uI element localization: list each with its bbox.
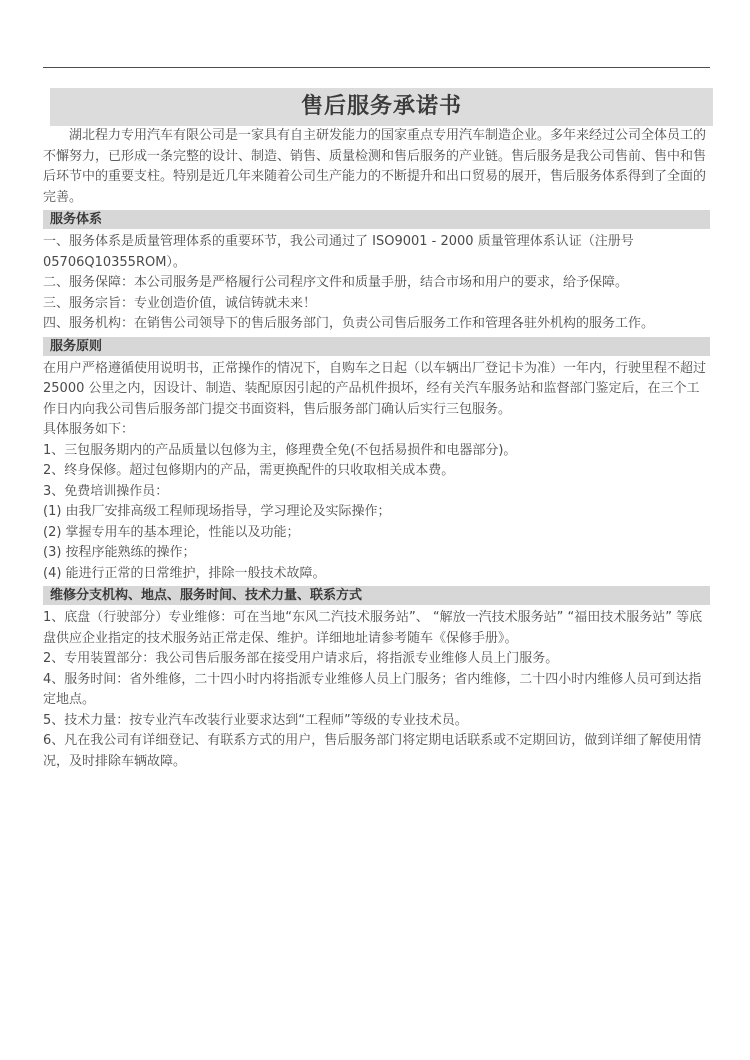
- section-heading-service-network: 维修分支机构、地点、服务时间、技术力量、联系方式: [43, 586, 710, 605]
- section-heading-service-system: 服务体系: [43, 210, 710, 229]
- page-title: 售后服务承诺书: [50, 88, 713, 126]
- list-item: 5、技术力量：按专业汽车改装行业要求达到“工程师”等级的专业技术员。: [43, 712, 468, 728]
- list-item: 4、服务时间：省外维修，二十四小时内将指派专业维修人员上门服务；省内维修，二十四小时内维修人员可到达指定地点。: [43, 671, 702, 707]
- document-content: [43, 67, 710, 772]
- sub-list-item: (3) 按程序能熟练的操作；: [43, 545, 196, 560]
- section-paragraph: 在用户严格遵循使用说明书，正常操作的情况下，自购车之日起（以车辆出厂登记卡为准）一年内，行驶里程不超过 25000 公里之内，因设计、制造、装配原因引起的产品机件损坏，经有关汽车服务站和监督部门鉴定后，在三个工作日内向我公司售后服务部门提交书面资料，售后服务部门确认后实行三包服务。: [43, 360, 707, 417]
- list-item: 1、三包服务期内的产品质量以包修为主，修理费全免(不包括易损件和电器部分)。: [43, 442, 517, 458]
- sub-list-item: (2) 掌握专用车的基本理论，性能以及功能；: [43, 524, 300, 540]
- list-item: 三、服务宗旨：专业创造价值，诚信铸就未来！: [43, 295, 317, 311]
- sub-list-item: (4) 能进行正常的日常维护，排除一般技术故障。: [43, 565, 326, 581]
- sub-list-item: (1) 由我厂安排高级工程师现场指导，学习理论及实际操作；: [43, 504, 391, 519]
- list-item: 二、服务保障：本公司服务是严格履行公司程序文件和质量手册，结合市场和用户的要求，给予保障。: [43, 275, 629, 290]
- top-divider: [43, 67, 710, 68]
- list-lead: 具体服务如下：: [43, 422, 135, 437]
- list-item: 6、凡在我公司有详细登记、有联系方式的用户，售后服务部门将定期电话联系或不定期回访，做到详细了解使用情况，及时排除车辆故障。: [43, 733, 702, 769]
- list-item: 四、服务机构：在销售公司领导下的售后服务部门，负责公司售后服务工作和管理各驻外机构的服务工作。: [43, 316, 655, 331]
- list-item: 一、服务体系是质量管理体系的重要环节，我公司通过了 ISO9001 - 2000 质量管理体系认证（注册号 05706Q10355ROM）。: [43, 234, 634, 270]
- list-item: 2、终身保修。超过包修期内的产品，需更换配件的只收取相关成本费。: [43, 463, 455, 478]
- intro-paragraph: 湖北程力专用汽车有限公司是一家具有自主研发能力的国家重点专用汽车制造企业。多年来经过公司全体员工的不懈努力，已形成一条完整的设计、制造、销售、质量检测和售后服务的产业链。售后服务是我公司售前、售中和售后环节中的重要支柱。特别是近几年来随着公司生产能力的不断提升和出口贸易的展开，售后服务体系得到了全面的完善。: [43, 128, 707, 205]
- list-item: 2、专用装置部分：我公司售后服务部在接受用户请求后，将指派专业维修人员上门服务。: [43, 651, 559, 666]
- list-item: 3、免费培训操作员：: [43, 483, 169, 499]
- section-heading-service-principles: 服务原则: [43, 337, 710, 356]
- list-item: 1、底盘（行驶部分）专业维修：可在当地“东风二汽技术服务站”、 “解放一汽技术服务站” “福田技术服务站” 等底盘供应企业指定的技术服务站正常走保、维护。详细地址请参考随车《保修手册》。: [43, 610, 703, 646]
